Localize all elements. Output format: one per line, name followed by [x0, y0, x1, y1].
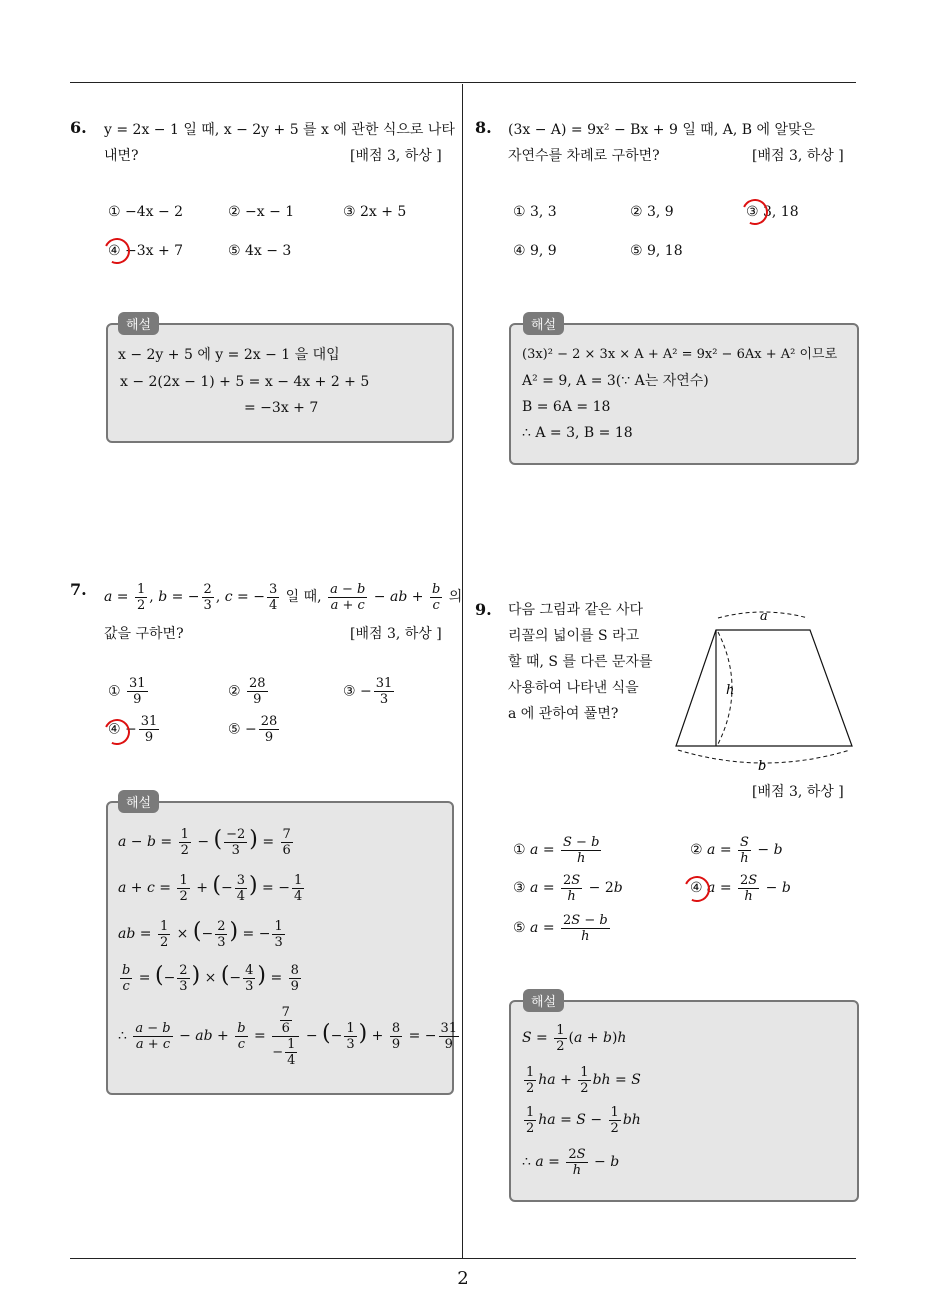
column-divider	[462, 84, 463, 1258]
choice-3[interactable]: ③ − $\frac{31}{3}$	[343, 676, 393, 707]
bottom-rule	[70, 1258, 856, 1259]
choice-2[interactable]: ② 3, 9	[630, 204, 674, 220]
choice-2[interactable]: ② $\frac{28}{9}$	[228, 676, 266, 707]
solution-line: $\frac{1}{2}$ ha = S − $\frac{1}{2}$ bh	[526, 1104, 641, 1136]
solution-line: x − 2y + 5 에 y = 2x − 1 을 대입	[118, 347, 340, 363]
solution-tag: 해설	[118, 790, 159, 813]
solution-tag: 해설	[523, 312, 564, 335]
solution-line: A² = 9, A = 3(∵ A는 자연수)	[522, 373, 709, 389]
label-h: h	[726, 683, 735, 698]
problem-text-line2: 자연수를 차례로 구하면?	[508, 148, 660, 164]
problem-text-line: 사용하여 나타낸 식을	[508, 680, 639, 696]
problem-text-line1: (3x − A) = 9x² − Bx + 9 일 때, A, B 에 알맞은	[508, 122, 816, 138]
choice-4[interactable]: ④ a = $\frac{2S}{h}$ − b	[690, 872, 791, 904]
problem-number: 9.	[475, 600, 492, 619]
top-rule	[70, 82, 856, 83]
choice-2[interactable]: ② −x − 1	[228, 204, 295, 220]
solution-line: S = $\frac{1}{2}$ (a + b)h	[522, 1022, 627, 1054]
choice-1[interactable]: ① a = $\frac{S - b}{h}$	[513, 834, 600, 866]
choice-1[interactable]: ① $\frac{31}{9}$	[108, 676, 146, 707]
solution-tag: 해설	[523, 989, 564, 1012]
page-number: 2	[457, 1268, 469, 1289]
choice-3[interactable]: ③ 2x + 5	[343, 204, 407, 220]
solution-line: ∴ A = 3, B = 18	[522, 425, 633, 441]
solution-line: a − b = $\frac{1}{2}$ − ( $\frac{-2}{3}$ ) = $\frac{7}{6}$	[118, 826, 291, 858]
solution-line: ∴ a = $\frac{2S}{h}$ − b	[522, 1146, 620, 1178]
answer-mark	[100, 234, 133, 267]
choice-5[interactable]: ⑤ a = $\frac{2S - b}{h}$	[513, 912, 608, 944]
choice-3[interactable]: ③ a = $\frac{2S}{h}$ − 2b	[513, 872, 623, 904]
solution-line: $\frac{1}{2}$ ha + $\frac{1}{2}$ bh = S	[526, 1064, 641, 1096]
choice-1[interactable]: ① −4x − 2	[108, 204, 184, 220]
score-label: [배점 3, 하상 ]	[752, 784, 844, 800]
label-b: b	[758, 759, 767, 774]
choice-1[interactable]: ① 3, 3	[513, 204, 557, 220]
solution-line: (3x)² − 2 × 3x × A + A² = 9x² − 6Ax + A² 이므로	[522, 347, 838, 362]
solution-line: ab = $\frac{1}{2}$ × (− $\frac{2}{3}$ ) = − $\frac{1}{3}$	[118, 918, 283, 950]
problem-text-line2: 값을 구하면?	[104, 626, 184, 642]
choice-4[interactable]: ④ −3x + 7	[108, 243, 184, 259]
problem-text-line1: y = 2x − 1 일 때, x − 2y + 5 를 x 에 관한 식으로 나타	[104, 122, 455, 138]
score-label: [배점 3, 하상 ]	[350, 148, 442, 164]
solution-line: = −3x + 7	[244, 400, 319, 416]
choice-2[interactable]: ② a = $\frac{S}{h}$ − b	[690, 834, 783, 866]
problem-number: 6.	[70, 118, 87, 137]
problem-text-line: 다음 그림과 같은 사다	[508, 602, 644, 618]
solution-line: B = 6A = 18	[522, 399, 611, 415]
answer-mark	[738, 195, 771, 228]
trapezoid-figure	[666, 604, 866, 774]
problem-text-line: 할 때, S 를 다른 문자를	[508, 654, 653, 670]
score-label: [배점 3, 하상 ]	[350, 626, 442, 642]
problem-text-line1: a = $\frac{1}{2}$ , b = − $\frac{2}{3}$ , c = − $\frac{3}{4}$ 일 때, $\frac{a - b}{a + c}$ − ab + $\frac{b}{c}$ 의	[104, 581, 463, 613]
problem-number: 7.	[70, 580, 87, 599]
label-a: a	[760, 609, 768, 624]
problem-text-line: a 에 관하여 풀면?	[508, 706, 619, 722]
score-label: [배점 3, 하상 ]	[752, 148, 844, 164]
solution-line: x − 2(2x − 1) + 5 = x − 4x + 2 + 5	[120, 374, 370, 390]
choice-4[interactable]: ④ 9, 9	[513, 243, 557, 259]
choice-3[interactable]: ③ 3, 18	[746, 204, 799, 220]
choice-4[interactable]: ④ − $\frac{31}{9}$	[108, 714, 158, 745]
problem-number: 8.	[475, 118, 492, 137]
choice-5[interactable]: ⑤ − $\frac{28}{9}$	[228, 714, 278, 745]
choice-5[interactable]: ⑤ 4x − 3	[228, 243, 292, 259]
problem-text-line2: 내면?	[104, 148, 139, 164]
solution-line: a + c = $\frac{1}{2}$ + (− $\frac{3}{4}$ ) = − $\frac{1}{4}$	[118, 872, 303, 904]
solution-tag: 해설	[118, 312, 159, 335]
solution-line: $\frac{b}{c}$ = (− $\frac{2}{3}$ ) × (− $\frac{4}{3}$ ) = $\frac{8}{9}$	[122, 962, 299, 994]
problem-text-line: 리꼴의 넓이를 S 라고	[508, 628, 640, 644]
choice-5[interactable]: ⑤ 9, 18	[630, 243, 683, 259]
solution-line: ∴ $\frac{a - b}{a + c}$ − ab + $\frac{b}{c}$ = $\frac{7}{6}$ − $\frac{1}{4}$ − (− $\frac{1}{3}$ ) + $\frac{8}{9}$ = − $\frac{31}{9}$	[118, 1004, 458, 1068]
